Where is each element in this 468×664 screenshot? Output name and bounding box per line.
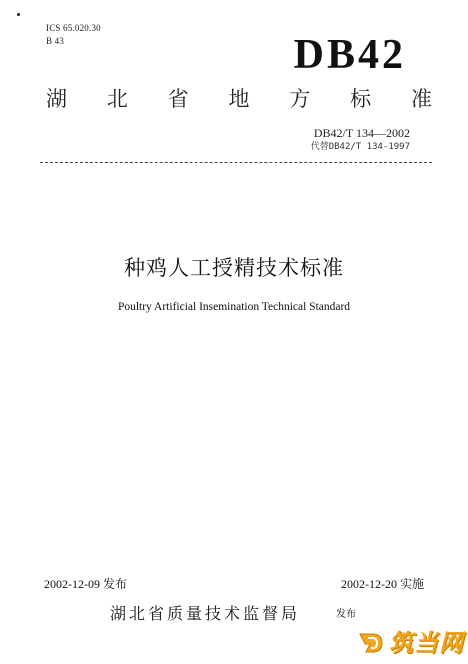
watermark-logo-icon	[356, 628, 386, 658]
standard-type-char: 准	[410, 87, 432, 111]
standard-code-logo: DB42	[293, 32, 406, 78]
standard-type-char: 方	[289, 87, 311, 111]
issuing-authority: 湖北省质量技术监督局	[110, 604, 301, 623]
document-title-chinese: 种鸡人工授精技术标准	[124, 256, 344, 280]
issue-date: 2002-12-09 发布	[44, 577, 127, 591]
standard-type-heading	[46, 86, 432, 112]
issuing-suffix: 发布	[336, 609, 356, 620]
header-divider	[40, 162, 432, 163]
classification-code: B 43	[46, 36, 65, 46]
standard-type-char: 北	[106, 87, 128, 111]
standard-type-char: 地	[228, 87, 250, 111]
site-watermark	[356, 626, 464, 660]
implementation-date: 2002-12-20 实施	[341, 577, 424, 591]
standard-type-char: 湖	[46, 87, 67, 111]
standard-type-char: 标	[350, 87, 372, 111]
watermark-text: 筑当网	[389, 629, 464, 657]
replaces-standard: 代替DB42/T 134-1997	[310, 142, 410, 152]
standard-type-char: 省	[167, 87, 189, 111]
standard-number: DB42/T 134—2002	[313, 126, 410, 140]
document-title-english: Poultry Artificial Insemination Technical Standard	[117, 301, 351, 313]
ics-code: ICS 65.020.30	[46, 23, 101, 33]
corner-dot	[17, 13, 20, 16]
